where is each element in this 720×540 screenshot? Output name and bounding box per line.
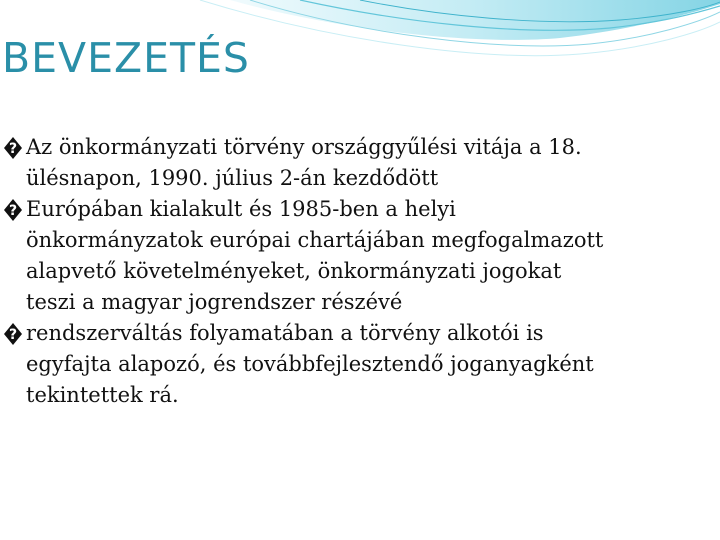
svg-text:?: ? [8,327,18,343]
bullet-text: rendszerváltás folyamatában a törvény alkotói is egyfajta alapozó, és továbbfejlesztendő joganyagként tekintettek rá. [26,321,594,407]
bullet-item [0,132,690,194]
missing-glyph-icon [0,136,26,160]
slide-title: BEVEZETÉS [2,34,250,82]
bullet-item [0,194,690,318]
bullet-text: Az önkormányzati törvény országgyűlési vitája a 18. ülésnapon, 1990. július 2-án kezdődött [26,135,582,190]
missing-glyph-icon [0,322,26,346]
missing-glyph-icon [0,198,26,222]
svg-text:?: ? [8,141,18,157]
svg-text:?: ? [8,203,18,219]
bullet-list [0,132,690,411]
bullet-text: Európában kialakult és 1985-ben a helyi önkormányzatok európai chartájában megfogalmazott alapvető követelményeket, önkormányzati jogokat teszi a magyar jogrendszer részévé [26,197,604,314]
bullet-item [0,318,690,411]
